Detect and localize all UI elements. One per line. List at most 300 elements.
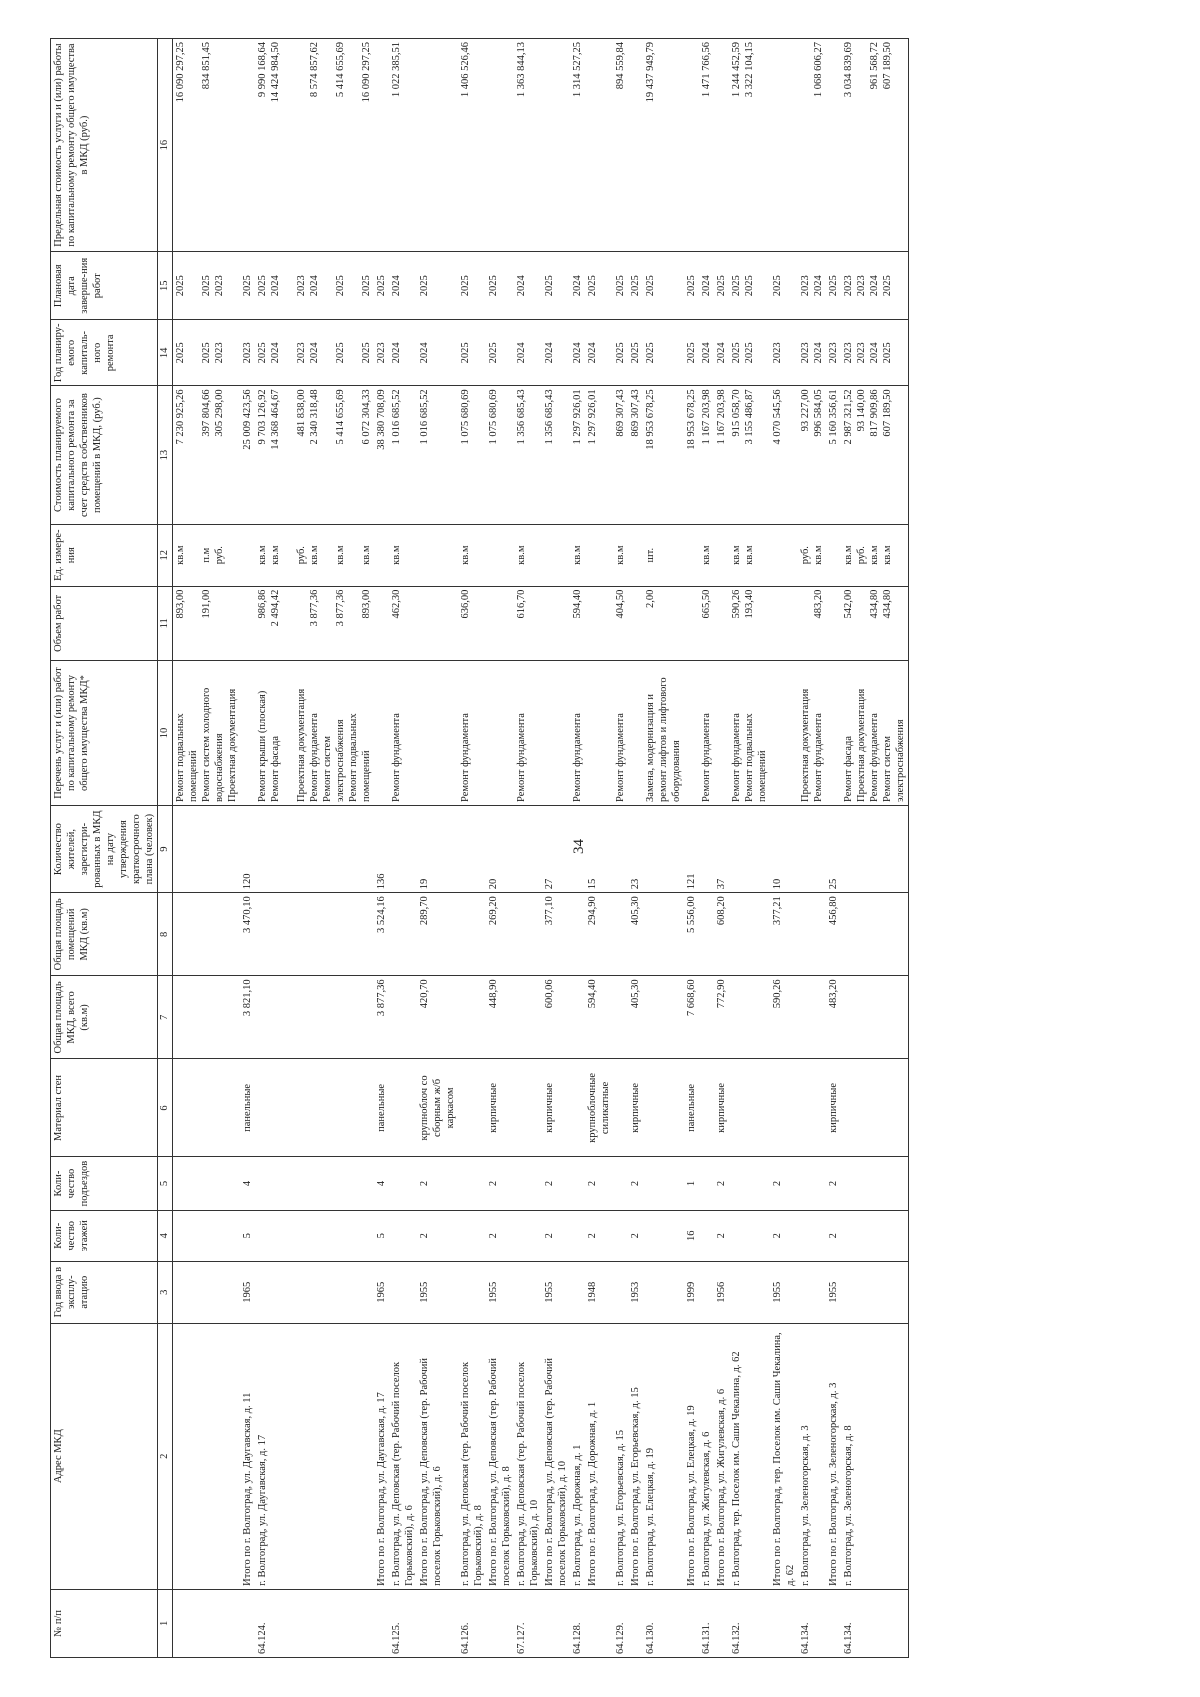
row-number [240,1589,255,1657]
header-col-16: Предельная стоимость услуги и (или) работы по капитальному ремонту общего имущества в МКД (руб.) [51,39,158,252]
works-list-cell: Проектная документация Ремонт фундамента [798,661,826,806]
table-row [643,39,684,1658]
header-col-15: Плановая дата заверше-ния работ [51,252,158,320]
repair-year-cell: 2024 [699,320,714,386]
works-list-cell [417,661,458,806]
entrances-cell [643,1157,684,1210]
completion-date-cell: 2025 [542,252,570,320]
header-row [51,39,158,1658]
table-row [699,39,714,1658]
row-number: 64.134. [841,1589,909,1657]
residents-cell [570,805,585,892]
repair-year-cell: 2025 [643,320,684,386]
address-cell: г. Волгоград, ул. Елецкая, д. 19 [643,1323,684,1589]
work-volume-cell [770,586,798,661]
work-volume-cell [684,586,699,661]
repair-year-cell: 2025 [458,320,486,386]
floors-cell: 5 [240,1210,255,1261]
column-number: 4 [158,1210,173,1261]
row-number [714,1589,729,1657]
table-row [458,39,486,1658]
year-built-cell: 1999 [684,1261,699,1323]
work-volume-cell: 986,86 2 494,42 3 877,36 3 877,36 893,00 [255,586,374,661]
rotated-table-container [50,38,1150,1658]
wall-material-cell [770,1059,798,1157]
unit-cell: кв.м руб. кв.м кв.м [841,524,909,586]
column-number: 16 [158,39,173,252]
premises-area-cell [729,893,770,976]
address-cell: Итого по г. Волгоград, ул. Даугавская, д. 17 [374,1323,389,1589]
residents-cell: 121 [684,805,699,892]
address-cell [173,1323,241,1589]
unit-cell: кв.м [699,524,714,586]
table-body [173,39,909,1658]
address-cell: Итого по г. Волгоград, ул. Жигулевская, д. 6 [714,1323,729,1589]
column-number: 15 [158,252,173,320]
table-row [585,39,613,1658]
row-number [542,1589,570,1657]
entrances-cell: 2 [826,1157,841,1210]
wall-material-cell: панельные [374,1059,389,1157]
total-area-cell [255,976,374,1059]
row-number [585,1589,613,1657]
completion-date-cell: 2025 [585,252,613,320]
column-number: 7 [158,976,173,1059]
residents-cell [514,805,542,892]
address-cell: г. Волгоград, ул. Деповская (тер. Рабочий поселок Горьковский), д. 10 [514,1323,542,1589]
premises-area-cell [643,893,684,976]
total-area-cell: 448,90 [486,976,514,1059]
planned-cost-cell: 25 009 423,56 [240,386,255,524]
entrances-cell: 2 [585,1157,613,1210]
max-cost-cell: 3 034 839,69 961 568,72 607 189,50 [841,39,909,252]
column-number: 10 [158,661,173,806]
row-number: 67.127. [514,1589,542,1657]
total-area-cell: 590,26 [770,976,798,1059]
repair-year-cell: 2024 [714,320,729,386]
column-number: 3 [158,1261,173,1323]
planned-cost-cell: 4 070 545,56 [770,386,798,524]
address-cell: Итого по г. Волгоград, тер. Поселок им. Саши Чекалина, д. 62 [770,1323,798,1589]
completion-date-cell: 2025 [613,252,628,320]
max-cost-cell [374,39,389,252]
address-cell: г. Волгоград, ул. Дорожная, д. 1 [570,1323,585,1589]
planned-cost-cell: 1 016 685,52 [389,386,417,524]
planned-cost-cell: 7 230 925,26 397 804,66 305 298,00 [173,386,241,524]
address-cell: г. Волгоград, тер. Поселок им. Саши Чекалина, д. 62 [729,1323,770,1589]
completion-date-cell: 2024 [699,252,714,320]
address-cell: Итого по г. Волгоград, ул. Деповская (тер. Рабочий поселок Горьковский), д. 10 [542,1323,570,1589]
entrances-cell [841,1157,909,1210]
residents-cell: 19 [417,805,458,892]
header-col-13: Стоимость планируемого капитального ремонта за счет средств собственников помещений в МКД, (руб.) [51,386,158,524]
address-cell: г. Волгоград, ул. Деповская (тер. Рабочий поселок Горьковский), д. 8 [458,1323,486,1589]
premises-area-cell: 3 524,16 [374,893,389,976]
max-cost-cell [542,39,570,252]
works-list-cell [714,661,729,806]
works-list-cell [542,661,570,806]
row-number: 64.132. [729,1589,770,1657]
repair-year-cell: 2025 2025 2023 [173,320,241,386]
work-volume-cell: 616,70 [514,586,542,661]
year-built-cell: 1953 [628,1261,643,1323]
total-area-cell [699,976,714,1059]
wall-material-cell [570,1059,585,1157]
floors-cell: 2 [585,1210,613,1261]
work-volume-cell: 590,26 193,40 [729,586,770,661]
row-number [770,1589,798,1657]
wall-material-cell: панельные [240,1059,255,1157]
work-volume-cell [628,586,643,661]
work-volume-cell [240,586,255,661]
residents-cell: 37 [714,805,729,892]
floors-cell [729,1210,770,1261]
address-cell: г. Волгоград, ул. Егорьевская, д. 15 [613,1323,628,1589]
repair-year-cell: 2024 [389,320,417,386]
wall-material-cell: кирпичные [486,1059,514,1157]
completion-date-cell: 2025 [628,252,643,320]
wall-material-cell: кирпичные [542,1059,570,1157]
year-built-cell: 1955 [770,1261,798,1323]
header-col-4: Коли-чество этажей [51,1210,158,1261]
planned-cost-cell: 5 160 356,61 [826,386,841,524]
floors-cell: 5 [374,1210,389,1261]
wall-material-cell [255,1059,374,1157]
max-cost-cell: 1 068 606,27 [798,39,826,252]
floors-cell [458,1210,486,1261]
column-number: 8 [158,893,173,976]
max-cost-cell [585,39,613,252]
entrances-cell [798,1157,826,1210]
max-cost-cell: 1 471 766,56 [699,39,714,252]
unit-cell: кв.м [570,524,585,586]
completion-date-cell: 2025 2024 2023 2024 2025 2025 [255,252,374,320]
table-row [841,39,909,1658]
completion-date-cell: 2023 2023 2024 2025 [841,252,909,320]
table-row [729,39,770,1658]
wall-material-cell [643,1059,684,1157]
residents-cell: 136 [374,805,389,892]
wall-material-cell [389,1059,417,1157]
table-row [613,39,628,1658]
total-area-cell [643,976,684,1059]
planned-cost-cell: 93 227,00 996 584,05 [798,386,826,524]
year-built-cell [613,1261,628,1323]
residents-cell: 15 [585,805,613,892]
premises-area-cell [699,893,714,976]
table-row [255,39,374,1658]
completion-date-cell: 2025 2025 2023 [173,252,241,320]
wall-material-cell: кирпичные [714,1059,729,1157]
residents-cell: 10 [770,805,798,892]
unit-cell: кв.м кв.м руб. кв.м кв.м кв.м [255,524,374,586]
repair-year-cell: 2023 [826,320,841,386]
row-number: 64.125. [389,1589,417,1657]
residents-cell: 27 [542,805,570,892]
column-number: 14 [158,320,173,386]
table-row [514,39,542,1658]
completion-date-cell: 2025 [486,252,514,320]
unit-cell [714,524,729,586]
year-built-cell [173,1261,241,1323]
total-area-cell [729,976,770,1059]
work-volume-cell [585,586,613,661]
wall-material-cell [458,1059,486,1157]
work-volume-cell: 542,00 434,80 434,80 [841,586,909,661]
row-number: 64.124. [255,1589,374,1657]
works-list-cell: Ремонт фундамента [699,661,714,806]
works-list-cell [240,661,255,806]
entrances-cell: 2 [628,1157,643,1210]
address-cell: г. Волгоград, ул. Жигулевская, д. 6 [699,1323,714,1589]
header-col-12: Ед. измере-ния [51,524,158,586]
total-area-cell [514,976,542,1059]
row-number [374,1589,389,1657]
premises-area-cell [514,893,542,976]
entrances-cell [389,1157,417,1210]
max-cost-cell [714,39,729,252]
completion-date-cell: 2025 [240,252,255,320]
completion-date-cell: 2024 [514,252,542,320]
works-list-cell: Ремонт фундамента Ремонт подвальных помещений [729,661,770,806]
year-built-cell: 1955 [417,1261,458,1323]
works-list-cell: Замена, модернизация и ремонт лифтов и лифтового оборудования [643,661,684,806]
works-list-cell: Ремонт крыши (плоская) Ремонт фасада Проектная документация Ремонт фундамента Ремонт систем электроснабжения Ремонт подвальных помещений [255,661,374,806]
premises-area-cell [173,893,241,976]
row-number [628,1589,643,1657]
row-number [684,1589,699,1657]
works-list-cell: Ремонт фундамента [570,661,585,806]
repair-year-cell: 2023 2024 [798,320,826,386]
header-col-9: Количество жителей, зарегистри-рованных в МКД на дату утверждения краткосрочного плана (человек) [51,805,158,892]
row-number: 64.126. [458,1589,486,1657]
repair-year-cell: 2024 [542,320,570,386]
row-number: 64.130. [643,1589,684,1657]
residents-cell [643,805,684,892]
unit-cell: кв.м п.м руб. [173,524,241,586]
work-volume-cell [542,586,570,661]
wall-material-cell: панельные [684,1059,699,1157]
works-list-cell: Ремонт фасада Проектная документация Ремонт фундамента Ремонт систем электроснабжения [841,661,909,806]
table-row [542,39,570,1658]
completion-date-cell: 2025 [826,252,841,320]
completion-date-cell: 2025 [458,252,486,320]
unit-cell [628,524,643,586]
completion-date-cell: 2025 [714,252,729,320]
unit-cell: кв.м [389,524,417,586]
wall-material-cell: крупноблочные силикатные [585,1059,613,1157]
work-volume-cell: 2,00 [643,586,684,661]
unit-cell [770,524,798,586]
repair-year-cell: 2024 [417,320,458,386]
unit-cell [486,524,514,586]
total-area-cell: 420,70 [417,976,458,1059]
year-built-cell [798,1261,826,1323]
floors-cell [699,1210,714,1261]
unit-cell: кв.м кв.м [729,524,770,586]
max-cost-cell [417,39,458,252]
entrances-cell [173,1157,241,1210]
address-cell: Итого по г. Волгоград, ул. Егорьевская, д. 15 [628,1323,643,1589]
header-col-7: Общая площадь МКД, всего (кв.м) [51,976,158,1059]
column-number: 11 [158,586,173,661]
work-volume-cell: 665,50 [699,586,714,661]
work-volume-cell [417,586,458,661]
floors-cell [514,1210,542,1261]
entrances-cell: 2 [542,1157,570,1210]
residents-cell: 25 [826,805,841,892]
floors-cell: 2 [826,1210,841,1261]
residents-cell [841,805,909,892]
column-number: 2 [158,1323,173,1589]
planned-cost-cell: 1 297 926,01 [585,386,613,524]
table-row [826,39,841,1658]
planned-cost-cell: 9 703 126,92 14 368 464,67 481 838,00 2 340 318,48 5 414 655,69 6 072 304,33 [255,386,374,524]
table-row [570,39,585,1658]
residents-cell: 20 [486,805,514,892]
premises-area-cell [798,893,826,976]
capital-repair-plan-table [50,38,909,1658]
floors-cell: 2 [714,1210,729,1261]
wall-material-cell [729,1059,770,1157]
premises-area-cell: 377,10 [542,893,570,976]
premises-area-cell [841,893,909,976]
row-number [173,1589,241,1657]
total-area-cell: 3 877,36 [374,976,389,1059]
year-built-cell [643,1261,684,1323]
premises-area-cell: 289,70 [417,893,458,976]
completion-date-cell: 2023 2024 [798,252,826,320]
planned-cost-cell: 1 016 685,52 [417,386,458,524]
address-cell: Итого по г. Волгоград, ул. Деповская (тер. Рабочий поселок Горьковский), д. 6 [417,1323,458,1589]
work-volume-cell: 893,00 191,00 [173,586,241,661]
premises-area-cell: 456,80 [826,893,841,976]
repair-year-cell: 2025 2024 2023 2024 2025 2025 [255,320,374,386]
unit-cell: кв.м [514,524,542,586]
total-area-cell: 7 668,60 [684,976,699,1059]
planned-cost-cell: 18 953 678,25 [684,386,699,524]
year-built-cell: 1955 [826,1261,841,1323]
entrances-cell [255,1157,374,1210]
year-built-cell: 1956 [714,1261,729,1323]
wall-material-cell [514,1059,542,1157]
max-cost-cell [684,39,699,252]
max-cost-cell: 1 406 526,46 [458,39,486,252]
floors-cell: 16 [684,1210,699,1261]
address-cell: Итого по г. Волгоград, ул. Дорожная, д. 1 [585,1323,613,1589]
repair-year-cell: 2025 2025 [729,320,770,386]
floors-cell: 2 [542,1210,570,1261]
completion-date-cell: 2025 2025 [729,252,770,320]
premises-area-cell [255,893,374,976]
premises-area-cell [458,893,486,976]
entrances-cell [613,1157,628,1210]
unit-cell [374,524,389,586]
completion-date-cell: 2024 [389,252,417,320]
works-list-cell [585,661,613,806]
work-volume-cell [486,586,514,661]
total-area-cell [798,976,826,1059]
table-row [714,39,729,1658]
max-cost-cell: 1 363 844,13 [514,39,542,252]
entrances-cell [458,1157,486,1210]
unit-cell: шт. [643,524,684,586]
table-row [684,39,699,1658]
row-number [826,1589,841,1657]
entrances-cell: 2 [770,1157,798,1210]
planned-cost-cell: 869 307,43 [613,386,628,524]
header-col-5: Коли-чество подъездов [51,1157,158,1210]
total-area-cell [841,976,909,1059]
address-cell: г. Волгоград, ул. Зеленогорская, д. 8 [841,1323,909,1589]
unit-cell: кв.м [458,524,486,586]
year-built-cell [841,1261,909,1323]
floors-cell: 2 [770,1210,798,1261]
work-volume-cell [826,586,841,661]
table-row [173,39,241,1658]
premises-area-cell [389,893,417,976]
floors-cell [389,1210,417,1261]
row-number: 64.134. [798,1589,826,1657]
header-col-10: Перечень услуг и (или) работ по капитальному ремонту общего имущества МКД* [51,661,158,806]
table-row [374,39,389,1658]
wall-material-cell [613,1059,628,1157]
address-cell: Итого по г. Волгоград, ул. Зеленогорская, д. 3 [826,1323,841,1589]
total-area-cell: 405,30 [628,976,643,1059]
year-built-cell: 1965 [374,1261,389,1323]
works-list-cell [826,661,841,806]
header-col-11: Объем работ [51,586,158,661]
completion-date-cell: 2025 [417,252,458,320]
max-cost-cell: 19 437 949,79 [643,39,684,252]
residents-cell [389,805,417,892]
total-area-cell: 600,06 [542,976,570,1059]
table-row [240,39,255,1658]
floors-cell: 2 [628,1210,643,1261]
unit-cell [417,524,458,586]
year-built-cell: 1948 [585,1261,613,1323]
planned-cost-cell: 869 307,43 [628,386,643,524]
floors-cell [173,1210,241,1261]
row-number: 64.131. [699,1589,714,1657]
completion-date-cell: 2025 [684,252,699,320]
floors-cell [841,1210,909,1261]
planned-cost-cell: 1 167 203,98 [714,386,729,524]
repair-year-cell: 2023 [240,320,255,386]
row-number [486,1589,514,1657]
total-area-cell: 3 821,10 [240,976,255,1059]
entrances-cell [729,1157,770,1210]
floors-cell [643,1210,684,1261]
year-built-cell [458,1261,486,1323]
floors-cell [613,1210,628,1261]
planned-cost-cell: 38 380 708,09 [374,386,389,524]
works-list-cell: Ремонт фундамента [514,661,542,806]
max-cost-cell [770,39,798,252]
row-number: 64.128. [570,1589,585,1657]
total-area-cell [570,976,585,1059]
address-cell: г. Волгоград, ул. Даугавская, д. 17 [255,1323,374,1589]
wall-material-cell [173,1059,241,1157]
premises-area-cell: 405,30 [628,893,643,976]
premises-area-cell: 3 470,10 [240,893,255,976]
residents-cell [699,805,714,892]
year-built-cell [699,1261,714,1323]
floors-cell: 2 [417,1210,458,1261]
repair-year-cell: 2024 [570,320,585,386]
table-row [486,39,514,1658]
column-number: 6 [158,1059,173,1157]
